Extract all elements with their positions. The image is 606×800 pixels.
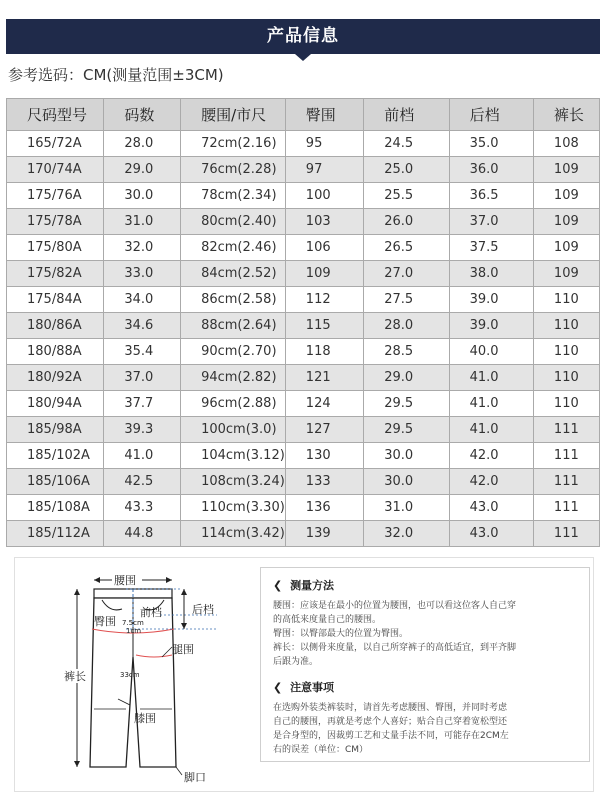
table-cell: 41.0 bbox=[449, 391, 533, 417]
hip-label: 臀围 bbox=[94, 615, 116, 628]
table-cell: 185/98A bbox=[7, 417, 104, 443]
table-cell: 97 bbox=[285, 157, 363, 183]
table-cell: 41.0 bbox=[449, 365, 533, 391]
table-cell: 40.0 bbox=[449, 339, 533, 365]
knee-label: 膝围 bbox=[134, 712, 156, 725]
table-cell: 28.0 bbox=[104, 131, 181, 157]
table-cell: 110 bbox=[533, 339, 599, 365]
table-cell: 84cm(2.52) bbox=[181, 261, 286, 287]
table-cell: 104cm(3.12) bbox=[181, 443, 286, 469]
table-cell: 110cm(3.30) bbox=[181, 495, 286, 521]
table-row bbox=[7, 469, 600, 495]
column-header: 后档 bbox=[449, 99, 533, 131]
table-cell: 39.0 bbox=[449, 287, 533, 313]
measure-line: 臀围：以臀部最大的位置为臀围。 bbox=[273, 629, 409, 639]
table-cell: 175/84A bbox=[7, 287, 104, 313]
table-cell: 180/88A bbox=[7, 339, 104, 365]
table-cell: 37.7 bbox=[104, 391, 181, 417]
table-cell: 175/80A bbox=[7, 235, 104, 261]
table-cell: 109 bbox=[533, 183, 599, 209]
table-cell: 136 bbox=[285, 495, 363, 521]
table-cell: 90cm(2.70) bbox=[181, 339, 286, 365]
table-cell: 111 bbox=[533, 495, 599, 521]
table-cell: 110 bbox=[533, 365, 599, 391]
table-cell: 86cm(2.58) bbox=[181, 287, 286, 313]
table-cell: 185/112A bbox=[7, 521, 104, 547]
table-cell: 42.5 bbox=[104, 469, 181, 495]
table-cell: 165/72A bbox=[7, 131, 104, 157]
table-cell: 37.0 bbox=[104, 365, 181, 391]
banner-notch bbox=[295, 54, 311, 61]
table-cell: 180/86A bbox=[7, 313, 104, 339]
table-cell: 43.0 bbox=[449, 495, 533, 521]
thigh-label: 腿围 bbox=[172, 643, 194, 656]
table-cell: 35.0 bbox=[449, 131, 533, 157]
table-cell: 95 bbox=[285, 131, 363, 157]
attention-heading: ❮ 注意事项 bbox=[273, 681, 335, 694]
table-cell: 32.0 bbox=[364, 521, 449, 547]
table-cell: 33.0 bbox=[104, 261, 181, 287]
table-row bbox=[7, 417, 600, 443]
measure-line: 后跟为准。 bbox=[273, 657, 319, 667]
table-cell: 43.0 bbox=[449, 521, 533, 547]
table-row bbox=[7, 339, 600, 365]
chevron-left-icon: ❮ bbox=[273, 681, 283, 694]
table-cell: 109 bbox=[285, 261, 363, 287]
table-cell: 38.0 bbox=[449, 261, 533, 287]
table-cell: 175/76A bbox=[7, 183, 104, 209]
table-cell: 96cm(2.88) bbox=[181, 391, 286, 417]
table-cell: 41.0 bbox=[104, 443, 181, 469]
table-cell: 31.0 bbox=[364, 495, 449, 521]
attention-line: 是合身型的，因裁剪工艺和丈量手法不同，可能存在2CM左 bbox=[273, 731, 509, 741]
table-cell: 39.3 bbox=[104, 417, 181, 443]
table-header-row bbox=[7, 99, 600, 131]
table-cell: 185/102A bbox=[7, 443, 104, 469]
table-row bbox=[7, 495, 600, 521]
table-row bbox=[7, 131, 600, 157]
table-cell: 27.0 bbox=[364, 261, 449, 287]
table-cell: 109 bbox=[533, 157, 599, 183]
table-cell: 110 bbox=[533, 391, 599, 417]
back-rise-label: 后档 bbox=[192, 603, 214, 616]
size-chart-body bbox=[7, 131, 600, 547]
table-cell: 34.6 bbox=[104, 313, 181, 339]
table-cell: 32.0 bbox=[104, 235, 181, 261]
table-cell: 36.0 bbox=[449, 157, 533, 183]
pants-measurement-diagram bbox=[22, 567, 242, 787]
table-cell: 72cm(2.16) bbox=[181, 131, 286, 157]
table-cell: 76cm(2.28) bbox=[181, 157, 286, 183]
table-cell: 170/74A bbox=[7, 157, 104, 183]
size-chart-table bbox=[6, 98, 600, 547]
table-cell: 133 bbox=[285, 469, 363, 495]
table-cell: 130 bbox=[285, 443, 363, 469]
table-row bbox=[7, 183, 600, 209]
table-cell: 124 bbox=[285, 391, 363, 417]
table-row bbox=[7, 261, 600, 287]
table-cell: 80cm(2.40) bbox=[181, 209, 286, 235]
table-cell: 94cm(2.82) bbox=[181, 365, 286, 391]
measure-line: 裤长：以侧骨来度量，以自己所穿裤子的高低适宜，到平齐脚 bbox=[273, 643, 517, 653]
waist-label: 腰围 bbox=[114, 574, 136, 587]
table-cell: 43.3 bbox=[104, 495, 181, 521]
table-cell: 34.0 bbox=[104, 287, 181, 313]
column-header: 尺码型号 bbox=[7, 99, 104, 131]
table-cell: 109 bbox=[533, 261, 599, 287]
banner-title: 产品信息 bbox=[267, 26, 339, 46]
table-cell: 111 bbox=[533, 469, 599, 495]
dimension-1cm: 1cm bbox=[126, 627, 142, 635]
table-cell: 111 bbox=[533, 417, 599, 443]
size-reference-note: 参考选码：CM(测量范围±3CM) bbox=[8, 66, 224, 84]
table-cell: 25.0 bbox=[364, 157, 449, 183]
chevron-left-icon: ❮ bbox=[273, 579, 283, 592]
table-cell: 103 bbox=[285, 209, 363, 235]
table-cell: 185/108A bbox=[7, 495, 104, 521]
table-cell: 108cm(3.24) bbox=[181, 469, 286, 495]
measure-line: 的高低来度量自己的腰围。 bbox=[273, 615, 382, 625]
column-header: 腰围/市尺 bbox=[181, 99, 286, 131]
table-cell: 35.4 bbox=[104, 339, 181, 365]
table-cell: 41.0 bbox=[449, 417, 533, 443]
table-cell: 24.5 bbox=[364, 131, 449, 157]
table-cell: 175/82A bbox=[7, 261, 104, 287]
table-cell: 185/106A bbox=[7, 469, 104, 495]
table-row bbox=[7, 157, 600, 183]
measurement-notes bbox=[260, 567, 590, 762]
table-cell: 88cm(2.64) bbox=[181, 313, 286, 339]
table-cell: 29.5 bbox=[364, 417, 449, 443]
table-cell: 115 bbox=[285, 313, 363, 339]
table-row bbox=[7, 209, 600, 235]
table-row bbox=[7, 287, 600, 313]
table-cell: 118 bbox=[285, 339, 363, 365]
front-rise-label: 前档 bbox=[140, 606, 162, 619]
table-cell: 121 bbox=[285, 365, 363, 391]
table-cell: 27.5 bbox=[364, 287, 449, 313]
column-header: 码数 bbox=[104, 99, 181, 131]
table-cell: 112 bbox=[285, 287, 363, 313]
table-cell: 180/92A bbox=[7, 365, 104, 391]
table-cell: 110 bbox=[533, 313, 599, 339]
table-cell: 39.0 bbox=[449, 313, 533, 339]
table-cell: 30.0 bbox=[104, 183, 181, 209]
table-cell: 28.0 bbox=[364, 313, 449, 339]
table-cell: 28.5 bbox=[364, 339, 449, 365]
attention-line: 在选购外装类裤装时，请首先考虑腰围、臀围，并同时考虑 bbox=[273, 703, 508, 713]
table-cell: 106 bbox=[285, 235, 363, 261]
table-cell: 82cm(2.46) bbox=[181, 235, 286, 261]
table-cell: 109 bbox=[533, 209, 599, 235]
table-cell: 111 bbox=[533, 521, 599, 547]
table-row bbox=[7, 313, 600, 339]
hem-label: 脚口 bbox=[184, 771, 206, 784]
table-cell: 30.0 bbox=[364, 469, 449, 495]
table-cell: 29.0 bbox=[364, 365, 449, 391]
table-cell: 100cm(3.0) bbox=[181, 417, 286, 443]
column-header: 裤长 bbox=[533, 99, 599, 131]
attention-line: 右的误差（单位：CM） bbox=[273, 745, 369, 755]
table-cell: 78cm(2.34) bbox=[181, 183, 286, 209]
table-cell: 110 bbox=[533, 287, 599, 313]
table-cell: 109 bbox=[533, 235, 599, 261]
table-row bbox=[7, 235, 600, 261]
table-row bbox=[7, 391, 600, 417]
table-cell: 139 bbox=[285, 521, 363, 547]
section-title-banner bbox=[6, 19, 600, 54]
table-cell: 29.0 bbox=[104, 157, 181, 183]
table-cell: 180/94A bbox=[7, 391, 104, 417]
table-cell: 29.5 bbox=[364, 391, 449, 417]
column-header: 前档 bbox=[364, 99, 449, 131]
table-cell: 175/78A bbox=[7, 209, 104, 235]
table-cell: 111 bbox=[533, 443, 599, 469]
table-cell: 37.5 bbox=[449, 235, 533, 261]
table-cell: 100 bbox=[285, 183, 363, 209]
measure-line: 腰围：应该是在最小的位置为腰围，也可以看这位客人自己穿 bbox=[273, 601, 517, 611]
dimension-7-5cm: 7.5cm bbox=[122, 619, 144, 627]
table-cell: 127 bbox=[285, 417, 363, 443]
table-cell: 26.0 bbox=[364, 209, 449, 235]
table-row bbox=[7, 365, 600, 391]
table-cell: 114cm(3.42) bbox=[181, 521, 286, 547]
table-cell: 30.0 bbox=[364, 443, 449, 469]
table-cell: 31.0 bbox=[104, 209, 181, 235]
table-cell: 42.0 bbox=[449, 469, 533, 495]
table-cell: 36.5 bbox=[449, 183, 533, 209]
table-row bbox=[7, 521, 600, 547]
length-label: 裤长 bbox=[64, 670, 86, 683]
measure-method-heading: ❮ 测量方法 bbox=[273, 579, 335, 592]
column-header: 臀围 bbox=[285, 99, 363, 131]
attention-line: 自己的腰围，再就是考虑个人喜好；贴合自己穿着宽松型还 bbox=[273, 717, 508, 727]
table-cell: 26.5 bbox=[364, 235, 449, 261]
table-cell: 108 bbox=[533, 131, 599, 157]
table-cell: 25.5 bbox=[364, 183, 449, 209]
dimension-33cm: 33cm bbox=[120, 671, 140, 679]
table-cell: 37.0 bbox=[449, 209, 533, 235]
table-row bbox=[7, 443, 600, 469]
table-cell: 42.0 bbox=[449, 443, 533, 469]
table-cell: 44.8 bbox=[104, 521, 181, 547]
